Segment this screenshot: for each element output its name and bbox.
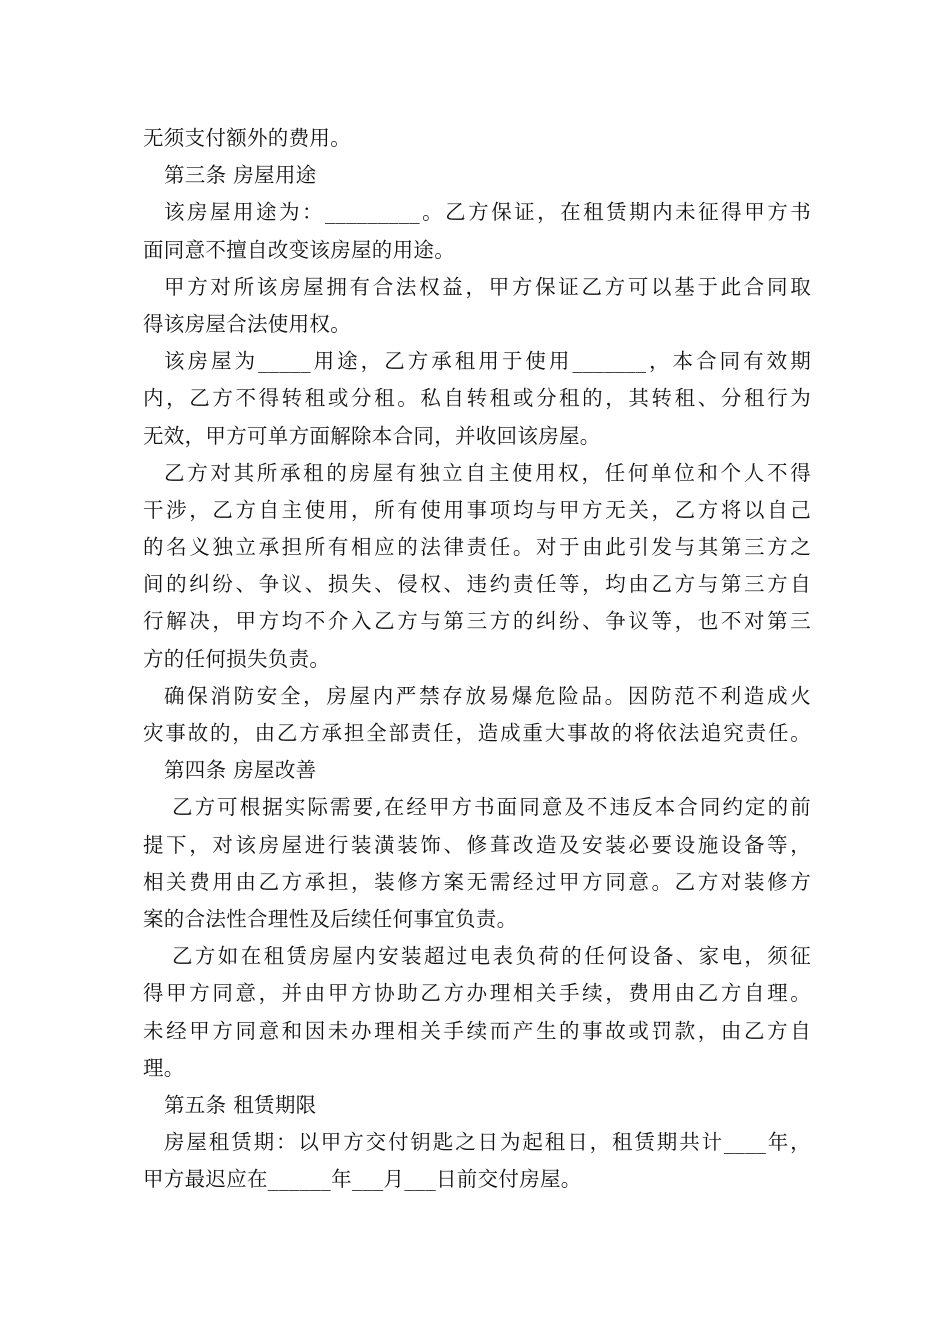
paragraph-line: 提下，对该房屋进行装潢装饰、修葺改造及安装必要设施设备等， bbox=[143, 832, 811, 857]
paragraph-line: 甲方最迟应在______年___月___日前交付房屋。 bbox=[143, 1167, 582, 1192]
section-heading: 第四条 房屋改善 bbox=[164, 758, 317, 783]
paragraph-line: 灾事故的，由乙方承担全部责任，造成重大事故的将依法追究责任。 bbox=[143, 721, 811, 745]
paragraph-line: 的名义独立承担所有相应的法律责任。对于由此引发与其第三方之 bbox=[143, 535, 811, 560]
paragraph-line: 行解决，甲方均不介入乙方与第三方的纠纷、争议等，也不对第三 bbox=[143, 609, 811, 634]
paragraph-line: 该房屋为_____用途，乙方承租用于使用_______，本合同有效期 bbox=[164, 349, 811, 374]
paragraph-line: 案的合法性合理性及后续任何事宜负责。 bbox=[143, 906, 518, 931]
paragraph-line: 无须支付额外的费用。 bbox=[143, 126, 351, 150]
paragraph-line: 乙方对其所承租的房屋有独立自主使用权，任何单位和个人不得 bbox=[164, 460, 811, 485]
section-heading: 第三条 房屋用途 bbox=[164, 163, 317, 188]
paragraph-line: 甲方对所该房屋拥有合法权益，甲方保证乙方可以基于此合同取 bbox=[164, 274, 811, 299]
paragraph-line: 内，乙方不得转租或分租。私自转租或分租的，其转租、分租行为 bbox=[143, 386, 811, 411]
section-heading: 第五条 租赁期限 bbox=[164, 1092, 317, 1117]
paragraph-line: 相关费用由乙方承担，装修方案无需经过甲方同意。乙方对装修方 bbox=[143, 869, 811, 894]
document-body bbox=[143, 120, 811, 1198]
paragraph-line: 该房屋用途为：_________。乙方保证，在租赁期内未征得甲方书 bbox=[164, 200, 811, 225]
paragraph-line: 乙方如在租赁房屋内安装超过电表负荷的任何设备、家电，须征 bbox=[172, 944, 811, 969]
paragraph-line: 房屋租赁期：以甲方交付钥匙之日为起租日，租赁期共计____年， bbox=[164, 1130, 811, 1155]
paragraph-line: 方的任何损失负责。 bbox=[143, 646, 331, 671]
paragraph-line: 乙方可根据实际需要,在经甲方书面同意及不违反本合同约定的前 bbox=[172, 795, 811, 820]
paragraph-line: 面同意不擅自改变该房屋的用途。 bbox=[143, 237, 455, 262]
paragraph-line: 干涉，乙方自主使用，所有使用事项均与甲方无关，乙方将以自己 bbox=[143, 497, 811, 522]
paragraph-line: 得甲方同意，并由甲方协助乙方办理相关手续，费用由乙方自理。 bbox=[143, 981, 811, 1006]
paragraph-line: 间的纠纷、争议、损失、侵权、违约责任等，均由乙方与第三方自 bbox=[143, 572, 811, 597]
paragraph-line: 确保消防安全，房屋内严禁存放易爆危险品。因防范不利造成火 bbox=[164, 683, 811, 708]
paragraph-line: 得该房屋合法使用权。 bbox=[143, 311, 351, 336]
paragraph-line: 未经甲方同意和因未办理相关手续而产生的事故或罚款，由乙方自 bbox=[143, 1018, 811, 1043]
paragraph-line: 无效，甲方可单方面解除本合同，并收回该房屋。 bbox=[143, 423, 601, 448]
paragraph-line: 理。 bbox=[143, 1055, 185, 1080]
